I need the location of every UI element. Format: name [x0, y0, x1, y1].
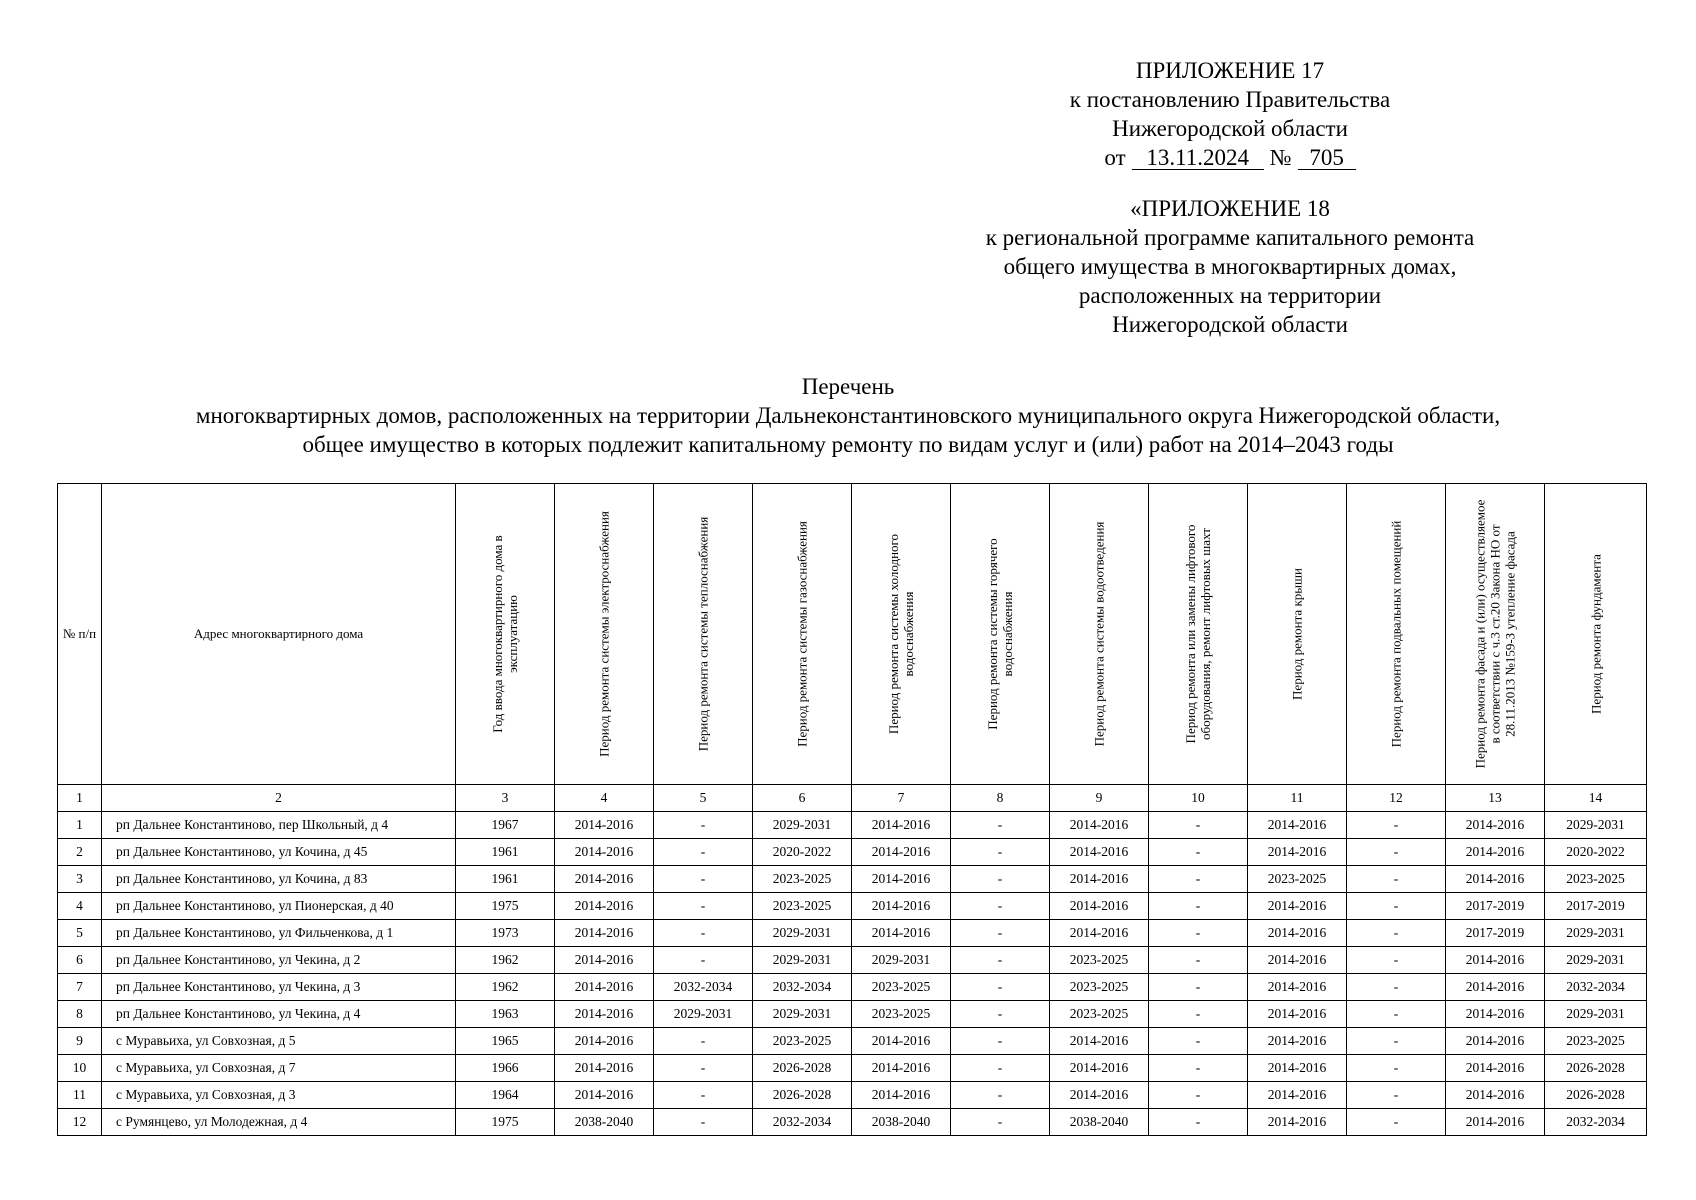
table-cell: 2014-2016 [1050, 812, 1149, 839]
table-cell: 2014-2016 [852, 1028, 951, 1055]
address-cell: рп Дальнее Константиново, ул Кочина, д 45 [102, 839, 456, 866]
row-number-cell: 6 [58, 947, 102, 974]
table-cell: 2029-2031 [1545, 1001, 1647, 1028]
table-cell: 2014-2016 [1050, 1082, 1149, 1109]
appendix-region-line: Нижегородской области [1112, 116, 1348, 141]
table-cell: - [951, 974, 1050, 1001]
table-cell: 2038-2040 [1050, 1109, 1149, 1136]
table-cell: 1965 [456, 1028, 555, 1055]
table-cell: 1961 [456, 839, 555, 866]
table-cell: - [1149, 1082, 1248, 1109]
houses-table [57, 483, 1647, 1136]
document-title-line: многоквартирных домов, расположенных на территории Дальнеконстантиновского муниципального округа Нижегородской области, [195, 403, 1501, 428]
table-cell: 2014-2016 [852, 812, 951, 839]
row-number-cell: 7 [58, 974, 102, 1001]
table-cell: 2014-2016 [1248, 893, 1347, 920]
table-row [58, 947, 1647, 974]
address-cell: с Муравьиха, ул Совхозная, д 7 [102, 1055, 456, 1082]
table-cell: 2014-2016 [1248, 839, 1347, 866]
table-cell: 2029-2031 [753, 920, 852, 947]
table-cell: - [951, 812, 1050, 839]
program-appendix-line: расположенных на территории [1078, 283, 1382, 308]
address-cell: с Муравьиха, ул Совхозная, д 5 [102, 1028, 456, 1055]
table-cell: - [1149, 920, 1248, 947]
column-number: 6 [753, 785, 852, 812]
table-cell: 2023-2025 [753, 1028, 852, 1055]
column-number: 3 [456, 785, 555, 812]
table-cell: - [951, 1055, 1050, 1082]
appendix-17-block [1000, 56, 1460, 172]
document-title-line: общее имущество в которых подлежит капитальному ремонту по видам услуг и (или) работ на 2014–2043 годы [302, 432, 1394, 457]
table-cell: 2029-2031 [1545, 812, 1647, 839]
column-number: 4 [555, 785, 654, 812]
table-cell: 2023-2025 [1050, 1001, 1149, 1028]
column-header [1149, 484, 1248, 785]
row-number-cell: 9 [58, 1028, 102, 1055]
table-cell: 2014-2016 [852, 893, 951, 920]
row-number-cell: 5 [58, 920, 102, 947]
table-cell: - [654, 866, 753, 893]
table-cell: - [654, 839, 753, 866]
table-cell: 2023-2025 [852, 1001, 951, 1028]
column-header-label: Период ремонта подвальных помещений [1388, 520, 1404, 748]
row-number-cell: 10 [58, 1055, 102, 1082]
address-cell: рп Дальнее Константиново, ул Чекина, д 2 [102, 947, 456, 974]
column-header [555, 484, 654, 785]
program-appendix-line: Нижегородской области [1112, 312, 1348, 337]
row-number-cell: 12 [58, 1109, 102, 1136]
table-cell: - [654, 893, 753, 920]
table-cell: - [1347, 893, 1446, 920]
column-header [1050, 484, 1149, 785]
table-cell: 2014-2016 [1446, 974, 1545, 1001]
table-cell: - [1347, 1055, 1446, 1082]
table-cell: 2023-2025 [1545, 866, 1647, 893]
from-label: от [1104, 145, 1126, 170]
table-cell: - [1149, 866, 1248, 893]
column-header-label: Период ремонта или замены лифтового оборудования, ремонт лифтовых шахт [1183, 524, 1213, 744]
table-cell: - [1347, 920, 1446, 947]
table-cell: 1962 [456, 974, 555, 1001]
table-cell: 2014-2016 [852, 866, 951, 893]
table-cell: 2014-2016 [555, 1001, 654, 1028]
table-row [58, 1109, 1647, 1136]
program-appendix-line: общего имущества в многоквартирных домах, [1003, 254, 1457, 279]
column-header-label: Период ремонта фундамента [1588, 554, 1603, 714]
table-cell: 2014-2016 [1050, 839, 1149, 866]
table-cell: 2029-2031 [753, 947, 852, 974]
table-cell: 2017-2019 [1446, 893, 1545, 920]
column-header [951, 484, 1050, 785]
table-cell: 2014-2016 [1446, 1028, 1545, 1055]
table-cell: - [1149, 1055, 1248, 1082]
table-cell: 2014-2016 [1446, 1055, 1545, 1082]
column-header [1347, 484, 1446, 785]
column-header-label: Период ремонта системы водоотведения [1091, 521, 1107, 747]
column-header-label: Период ремонта системы холодного водоснабжения [886, 533, 916, 735]
table-cell: 2014-2016 [555, 974, 654, 1001]
column-header [58, 484, 102, 785]
table-cell: - [1347, 1001, 1446, 1028]
table-cell: 1973 [456, 920, 555, 947]
column-number: 13 [1446, 785, 1545, 812]
table-cell: - [1347, 839, 1446, 866]
table-cell: 2014-2016 [1248, 812, 1347, 839]
table-cell: - [951, 893, 1050, 920]
table-cell: 2023-2025 [753, 893, 852, 920]
row-number-cell: 3 [58, 866, 102, 893]
table-cell: 2026-2028 [1545, 1082, 1647, 1109]
appendix-18-block [940, 194, 1520, 339]
column-number: 5 [654, 785, 753, 812]
table-cell: 1966 [456, 1055, 555, 1082]
table-cell: 2014-2016 [555, 1055, 654, 1082]
table-cell: 2014-2016 [1248, 1028, 1347, 1055]
table-cell: 2032-2034 [753, 1109, 852, 1136]
appendix-title: ПРИЛОЖЕНИЕ 17 [1135, 58, 1325, 83]
column-header [102, 484, 456, 785]
address-cell: рп Дальнее Константиново, ул Чекина, д 4 [102, 1001, 456, 1028]
table-cell: - [1149, 1109, 1248, 1136]
column-number: 10 [1149, 785, 1248, 812]
table-cell: - [1149, 839, 1248, 866]
column-header-label: Период ремонта системы горячего водоснабжения [985, 538, 1015, 730]
table-cell: - [951, 1028, 1050, 1055]
table-cell: 1963 [456, 1001, 555, 1028]
row-number-cell: 2 [58, 839, 102, 866]
table-cell: 2023-2025 [1545, 1028, 1647, 1055]
table-cell: - [1347, 1109, 1446, 1136]
column-header [456, 484, 555, 785]
column-number: 8 [951, 785, 1050, 812]
table-cell: 2023-2025 [1050, 947, 1149, 974]
table-cell: 2014-2016 [852, 920, 951, 947]
table-cell: - [654, 1109, 753, 1136]
table-cell: 2029-2031 [753, 812, 852, 839]
table-cell: 2014-2016 [555, 920, 654, 947]
program-appendix-title: «ПРИЛОЖЕНИЕ 18 [1130, 196, 1330, 221]
table-cell: 2014-2016 [1050, 866, 1149, 893]
table-cell: 2014-2016 [1248, 974, 1347, 1001]
table-row [58, 1055, 1647, 1082]
appendix-decree-line: к постановлению Правительства [1069, 87, 1391, 112]
table-cell: 2029-2031 [1545, 947, 1647, 974]
table-cell: - [1347, 1028, 1446, 1055]
table-cell: 2014-2016 [1446, 812, 1545, 839]
table-cell: - [1347, 866, 1446, 893]
table-cell: 2038-2040 [852, 1109, 951, 1136]
table-cell: 2026-2028 [1545, 1055, 1647, 1082]
column-header [852, 484, 951, 785]
table-cell: 2020-2022 [753, 839, 852, 866]
table-cell: 2029-2031 [852, 947, 951, 974]
column-header-label: № п/п [62, 626, 97, 641]
table-cell: - [951, 947, 1050, 974]
column-header [1446, 484, 1545, 785]
column-header-label: Адрес многоквартирного дома [193, 626, 364, 641]
row-number-cell: 8 [58, 1001, 102, 1028]
address-cell: рп Дальнее Константиново, ул Фильченкова, д 1 [102, 920, 456, 947]
table-cell: - [654, 1028, 753, 1055]
document-title [80, 372, 1616, 459]
table-cell: 2026-2028 [753, 1082, 852, 1109]
table-cell: - [1149, 812, 1248, 839]
address-cell: рп Дальнее Константиново, ул Пионерская, д 40 [102, 893, 456, 920]
table-cell: 2014-2016 [555, 893, 654, 920]
table-cell: - [951, 1082, 1050, 1109]
table-cell: 2014-2016 [1248, 1109, 1347, 1136]
document-title-heading: Перечень [801, 374, 895, 399]
table-cell: 2020-2022 [1545, 839, 1647, 866]
table-cell: 2014-2016 [555, 866, 654, 893]
table-cell: 2014-2016 [852, 1055, 951, 1082]
column-number: 7 [852, 785, 951, 812]
table-row [58, 974, 1647, 1001]
table-cell: 2014-2016 [1050, 1055, 1149, 1082]
table-cell: 2014-2016 [852, 839, 951, 866]
table-row [58, 1001, 1647, 1028]
table-cell: - [1347, 974, 1446, 1001]
table-cell: 2014-2016 [555, 812, 654, 839]
table-cell: 2014-2016 [1446, 947, 1545, 974]
column-header-label: Период ремонта системы электроснабжения [596, 511, 612, 757]
table-cell: 2023-2025 [1248, 866, 1347, 893]
table-cell: 2023-2025 [1050, 974, 1149, 1001]
table-cell: 1975 [456, 893, 555, 920]
table-cell: - [951, 920, 1050, 947]
table-row [58, 893, 1647, 920]
table-row [58, 866, 1647, 893]
table-cell: 2014-2016 [1248, 1082, 1347, 1109]
row-number-cell: 4 [58, 893, 102, 920]
column-header [753, 484, 852, 785]
table-cell: - [951, 1001, 1050, 1028]
column-header [654, 484, 753, 785]
table-cell: 2017-2019 [1545, 893, 1647, 920]
number-label: № [1269, 145, 1292, 170]
table-cell: 2029-2031 [753, 1001, 852, 1028]
column-number: 2 [102, 785, 456, 812]
table-row [58, 1082, 1647, 1109]
table-cell: 1961 [456, 866, 555, 893]
table-cell: - [1347, 947, 1446, 974]
table-cell: 2014-2016 [1050, 1028, 1149, 1055]
table-cell: 2017-2019 [1446, 920, 1545, 947]
table-cell: - [951, 839, 1050, 866]
column-header-label: Период ремонта системы теплоснабжения [695, 516, 711, 752]
table-cell: - [654, 1055, 753, 1082]
table-cell: - [951, 1109, 1050, 1136]
table-cell: 2032-2034 [654, 974, 753, 1001]
table-cell: - [654, 812, 753, 839]
column-header [1545, 484, 1647, 785]
table-cell: 2032-2034 [1545, 974, 1647, 1001]
table-cell: 2014-2016 [1248, 920, 1347, 947]
table-cell: 2038-2040 [555, 1109, 654, 1136]
table-cell: - [1149, 974, 1248, 1001]
table-cell: 1967 [456, 812, 555, 839]
table-cell: 2014-2016 [1248, 1001, 1347, 1028]
table-cell: - [1347, 1082, 1446, 1109]
appendix-date-number-row [1000, 143, 1460, 172]
table-cell: - [1149, 1001, 1248, 1028]
table-cell: 2014-2016 [1446, 1001, 1545, 1028]
table-cell: 2014-2016 [1446, 866, 1545, 893]
decree-date: 13.11.2024 [1132, 147, 1264, 170]
table-cell: 1975 [456, 1109, 555, 1136]
table-cell: 2029-2031 [1545, 920, 1647, 947]
table-cell: 2014-2016 [555, 1082, 654, 1109]
column-number: 9 [1050, 785, 1149, 812]
column-header [1248, 484, 1347, 785]
table-cell: 2014-2016 [555, 1028, 654, 1055]
table-cell: - [654, 920, 753, 947]
table-cell: 2014-2016 [1446, 839, 1545, 866]
table-cell: - [1347, 812, 1446, 839]
table-cell: 2023-2025 [753, 866, 852, 893]
table-cell: 2032-2034 [1545, 1109, 1647, 1136]
table-row [58, 839, 1647, 866]
table-cell: 2014-2016 [852, 1082, 951, 1109]
table-cell: 2014-2016 [1248, 1055, 1347, 1082]
row-number-cell: 11 [58, 1082, 102, 1109]
table-cell: 2014-2016 [1050, 920, 1149, 947]
table-cell: 2014-2016 [1446, 1082, 1545, 1109]
table-cell: 2014-2016 [1446, 1109, 1545, 1136]
table-cell: - [654, 1082, 753, 1109]
table-cell: - [951, 866, 1050, 893]
table-cell: 2032-2034 [753, 974, 852, 1001]
decree-number: 705 [1298, 147, 1356, 170]
address-cell: рп Дальнее Константиново, ул Кочина, д 83 [102, 866, 456, 893]
table-cell: 2026-2028 [753, 1055, 852, 1082]
column-header-label: Период ремонта фасада и (или) осуществляемое в соответствии с ч.3 ст.20 Закона НО от 28.11.2013 №159-З утепление фасада [1472, 499, 1518, 769]
program-appendix-line: к региональной программе капитального ремонта [985, 225, 1475, 250]
table-cell: 2014-2016 [1248, 947, 1347, 974]
column-number: 1 [58, 785, 102, 812]
table-cell: 2014-2016 [1050, 893, 1149, 920]
column-number: 12 [1347, 785, 1446, 812]
table-cell: 1962 [456, 947, 555, 974]
column-number: 11 [1248, 785, 1347, 812]
column-header-label: Период ремонта крыши [1289, 568, 1305, 700]
column-number-row [58, 785, 1647, 812]
table-cell: 1964 [456, 1082, 555, 1109]
table-header-row [58, 484, 1647, 785]
table-cell: 2029-2031 [654, 1001, 753, 1028]
table-row [58, 812, 1647, 839]
table-cell: 2023-2025 [852, 974, 951, 1001]
column-number: 14 [1545, 785, 1647, 812]
column-header-label: Год ввода многоквартирного дома в эксплуатацию [490, 535, 520, 733]
table-cell: - [654, 947, 753, 974]
row-number-cell: 1 [58, 812, 102, 839]
table-cell: - [1149, 947, 1248, 974]
address-cell: с Румянцево, ул Молодежная, д 4 [102, 1109, 456, 1136]
address-cell: с Муравьиха, ул Совхозная, д 3 [102, 1082, 456, 1109]
table-cell: - [1149, 1028, 1248, 1055]
table-cell: 2014-2016 [555, 947, 654, 974]
address-cell: рп Дальнее Константиново, пер Школьный, д 4 [102, 812, 456, 839]
table-body [58, 812, 1647, 1136]
column-header-label: Период ремонта системы газоснабжения [794, 521, 810, 747]
address-cell: рп Дальнее Константиново, ул Чекина, д 3 [102, 974, 456, 1001]
table-row [58, 1028, 1647, 1055]
table-cell: 2014-2016 [555, 839, 654, 866]
table-row [58, 920, 1647, 947]
table-cell: - [1149, 893, 1248, 920]
